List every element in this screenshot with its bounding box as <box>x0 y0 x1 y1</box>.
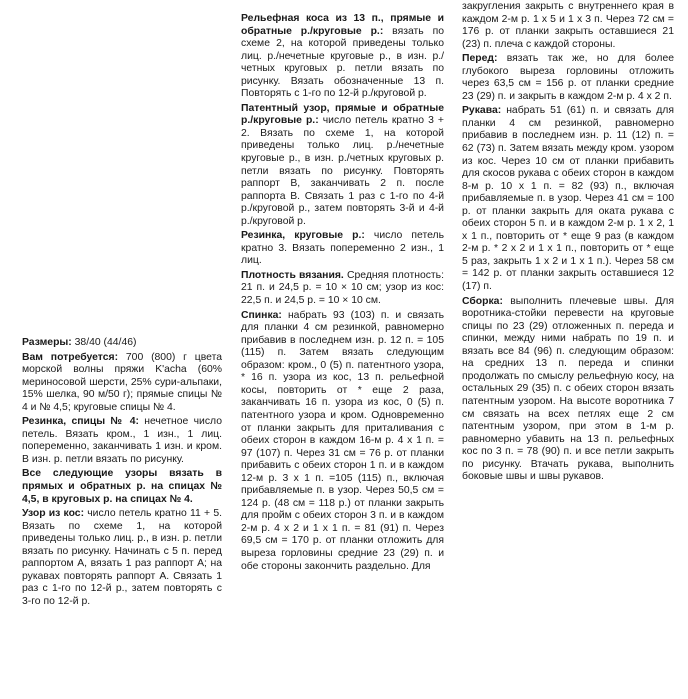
paragraph-round-rib <box>241 230 444 268</box>
heading-front: Перед: <box>462 53 498 65</box>
text-patent: число петель кратно 3 + 2. Вязать по схеме 1, на которой приведены только лиц. р./нечетные круговые р., в изн. р./четных круговых р. петли вязать по рисунку. Повторять раппорт В, заканчивать 2 п. после раппорта В. Связать 1 раз с 1-го по 4-й р./круговой р., затем повторять 3-й и 4-й р./круговой р. <box>241 115 444 227</box>
paragraph-assembly <box>462 296 674 484</box>
heading-gauge: Плотность вязания. <box>241 269 344 281</box>
paragraph-materials <box>22 352 222 415</box>
text-round-rib: число петель кратно 3. Вязать попеременно 2 изн., 1 лиц. <box>241 230 444 267</box>
heading-relief-cable: Рельефная коса из 13 п., прямые и обратные р./круговые р.: <box>241 13 444 37</box>
text-materials: 700 (800) г цвета морской волны пряжи K'acha (60% мериносовой шерсти, 25% сури-альпаки, 15% шелка, 90 м/50 г); прямые спицы № 4 и № 4,5; круговые спицы № 4. <box>22 351 222 413</box>
paragraph-rib <box>22 416 222 466</box>
text-assembly: выполнить плечевые швы. Для воротника-стойки перевести на круговые спицы по 23 (29) отложенных п. переда и спинки, между ними набрать по 19 п. и вязать все 84 (96) п. следующим образом: на средних 13 п. переда и спинки продолжать по смыслу рельефную косу, на остальных 29 (35) п. с обеих сторон вязать патентным узором. На высоте воротника 7 см связать на всех петлях еще 2 см патентным узором, при этом в 1-м р. равномерно убавить на 13 п. рельефных кос по 3 п. = 78 (90) п. и все петли закрыть по рисунку. Втачать рукава, выполнить боковые швы и швы рукавов. <box>462 295 674 483</box>
column-left <box>22 337 222 610</box>
paragraph-front <box>462 53 674 103</box>
text-sleeves: набрать 51 (61) п. и связать для планки 4 см резинкой, равномерно прибавив в последнем изн. р. 11 (12) п. = 62 (73) п. Затем вязать между кром. узором из кос. Через 10 см от планки прибавить для скосов рукава с обеих сторон в каждом 8-м р. 10 х 1 п. = 82 (93) п., включая прибавляемые п. в узор. Через 41 см = 100 р. от планки закрыть для оката рукава с обеих сторон 5 п. и в каждом 2-м р. 1 х 2, 1 х 1 п., повторить от * еще 9 раз (в каждом 2-м р. * 2 х 2 и 1 х 1 п., повторить от * еще 5 раз, закрыть 1 х 2 и 1 х 1 п.). Через 58 см = 142 р. от планки закрыть оставшиеся 12 (17) п. <box>462 105 674 293</box>
heading-patent: Патентный узор, прямые и обратные р./круговые р.: <box>241 102 444 127</box>
heading-sizes: Размеры: <box>22 337 72 348</box>
heading-assembly: Сборка: <box>462 295 503 307</box>
text-back: набрать 93 (103) п. и связать для планки 4 см резинкой, равномерно прибавив в последнем изн. р. 12 п. = 105 (115) п. Затем вязать следующим образом: кром., 0 (5) п. патентного узора, * 16 п. узора из кос, 13 п. рельефной косы, повторить от * еще 2 раза, заканчивать 16 п. узора из кос, 0 (5) п. патентного узора и кром. Одновременно от планки закрыть для приталивания с обеих сторон в каждом 16-м р. 4 х 1 п. = 97 (107) п. Через 31 см = 76 р. от планки прибавить с обеих сторон 1 п. и в каждом 12-м р. 3 х 1 п. =105 (115) п., включая прибавляемые п. в узор. Через 50,5 см = 124 р. (48 см = 118 р.) от планки закрыть для пройм с обеих сторон 3 п. и в каждом 2-м р. 4 х 2 и 1 х 1 п. = 81 (91) п. Через 69,5 см = 170 р. от планки отложить для выреза горловины средние 23 (29) п. и обе стороны закончить раздельно. Для <box>241 309 444 572</box>
text-cable-pattern: число петель кратно 11 + 5. Вязать по схеме 1, на которой приведены только лиц. р., в изн. р. петли вязать по рисунку. Начинать с 5 п. перед раппортом А, вязать 1 раз раппорт А; на рукавах повторять раппорт А. Связать 1 раз с 1-го по 12-й р., затем повторять с 3-го по 12-й р. <box>22 508 222 607</box>
paragraph-back <box>241 310 444 573</box>
paragraph-gauge <box>241 270 444 308</box>
heading-note: Все следующие узоры вязать в прямых и обратных р. на спицах № 4,5, в круговых р. на спицах № 4. <box>22 468 222 505</box>
column-middle <box>241 13 444 575</box>
paragraph-back-continued <box>462 1 674 51</box>
paragraph-note <box>22 468 222 506</box>
paragraph-patent <box>241 103 444 228</box>
heading-rib: Резинка, спицы № 4: <box>22 416 139 428</box>
text-rib: нечетное число петель. Вязать кром., 1 изн., 1 лиц. попеременно, заканчивать 1 изн. и кром. В изн. р. петли вязать по рисунку. <box>22 416 222 465</box>
text-front: вязать так же, но для более глубокого выреза горловины отложить через 63,5 см = 156 р. от планки средние 23 (29) п. и закрыть в каждом 2-м р. 4 х 2 п. <box>462 53 674 102</box>
heading-cable-pattern: Узор из кос: <box>22 508 85 520</box>
heading-materials: Вам потребуется: <box>22 351 119 363</box>
heading-round-rib: Резинка, круговые р.: <box>241 230 365 242</box>
paragraph-sizes <box>22 337 222 350</box>
text-gauge: Средняя плотность: 21 п. и 24,5 р. = 10 × 10 см; узор из кос: 22,5 п. и 24,5 р. = 10 × 10 см. <box>241 269 444 307</box>
text-sizes: 38/40 (44/46) <box>71 337 137 348</box>
column-right <box>462 1 674 486</box>
paragraph-cable-pattern <box>22 508 222 608</box>
text-back-continued: закругления закрыть с внутреннего края в каждом 2-м р. 1 х 5 и 1 х 3 п. Через 72 см = 176 р. от планки закрыть оставшиеся 21 (23) п. плеча с каждой стороны. <box>462 1 674 50</box>
heading-sleeves: Рукава: <box>462 105 502 117</box>
paragraph-relief-cable <box>241 13 444 101</box>
text-relief-cable: вязать по схеме 2, на которой приведены только лиц. р./нечетные круговые р., в изн. р./четных круговых р. петли вязать по рисунку. Вязать обозначенные 13 п. Повторять с 1-го по 12-й р./круговой р. <box>241 25 444 100</box>
paragraph-sleeves <box>462 105 674 293</box>
heading-back: Спинка: <box>241 309 282 321</box>
